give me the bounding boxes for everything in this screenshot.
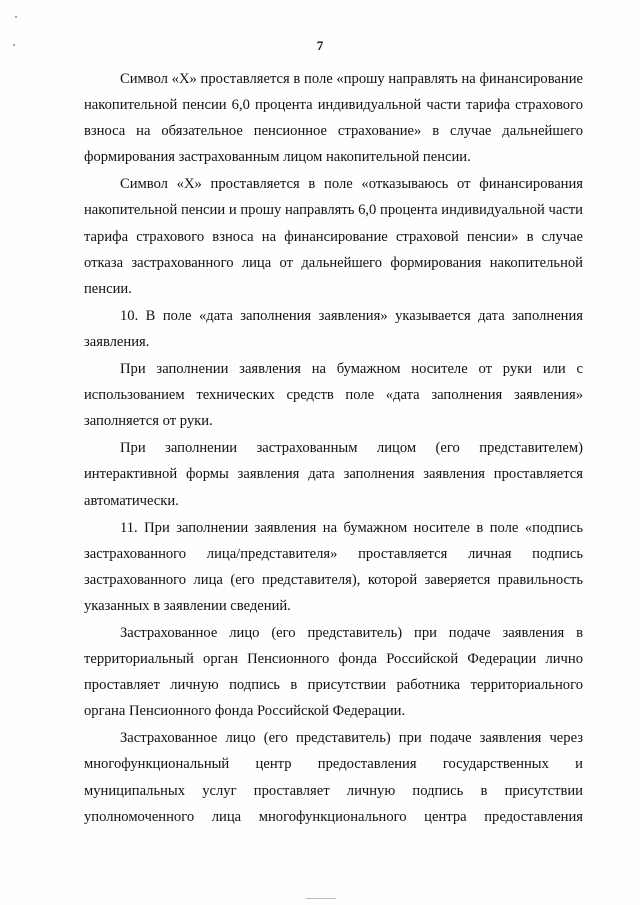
paragraph-interactive-form-date: При заполнении застрахованным лицом (его представителем) интерактивной формы заявления дата заполнения заявления проставляется автоматически.	[84, 440, 583, 509]
paragraph-signature-at-pfr-office: Застрахованное лицо (его представитель) при подаче заявления в территориальный орган Пенсионного фонда Российской Федерации лично проставляет личную подпись в присутствии работника территориального органа Пенсионного фонда Российской Федерации.	[84, 624, 583, 720]
paragraph-item-10-date-field: 10. В поле «дата заполнения заявления» указывается дата заполнения заявления.	[84, 307, 583, 350]
paragraph-signature-at-mfc: Застрахованное лицо (его представитель) при подаче заявления через многофункциональный центр предоставления государственных и муниципальных услуг проставляет личную подпись в присутствии уполномоченного лица многофункционального центра предоставления	[84, 730, 583, 825]
paragraph-symbol-x-funded-pension: Символ «Х» проставляется в поле «прошу направлять на финансирование накопительной пенсии 6,0 процента индивидуальной части тарифа страхового взноса на обязательное пенсионное страхование» в случае дальнейшего формирования застрахованным лицом накопительной пенсии.	[84, 71, 583, 166]
paragraph-item-11-signature-field: 11. При заполнении заявления на бумажном носителе в поле «подпись застрахованного лица/представителя» проставляется личная подпись застрахованного лица (его представителя), которой заверяется правильность указанных в заявлении сведений.	[84, 519, 583, 614]
paragraph-paper-date-by-hand: При заполнении заявления на бумажном носителе от руки или с использованием технических средств поле «дата заполнения заявления» заполняется от руки.	[84, 361, 583, 430]
scan-edge-line	[306, 898, 336, 899]
paragraph-symbol-x-refusal: Символ «Х» проставляется в поле «отказываюсь от финансирования накопительной пенсии и прошу направлять 6,0 процента индивидуальной части тарифа страхового взноса на финансирование страховой пенсии» в случае отказа застрахованного лица от дальнейшего формирования накопительной пенсии.	[84, 176, 583, 297]
scan-speck	[15, 16, 17, 18]
document-body	[84, 66, 583, 830]
page-number: 7	[316, 38, 324, 53]
